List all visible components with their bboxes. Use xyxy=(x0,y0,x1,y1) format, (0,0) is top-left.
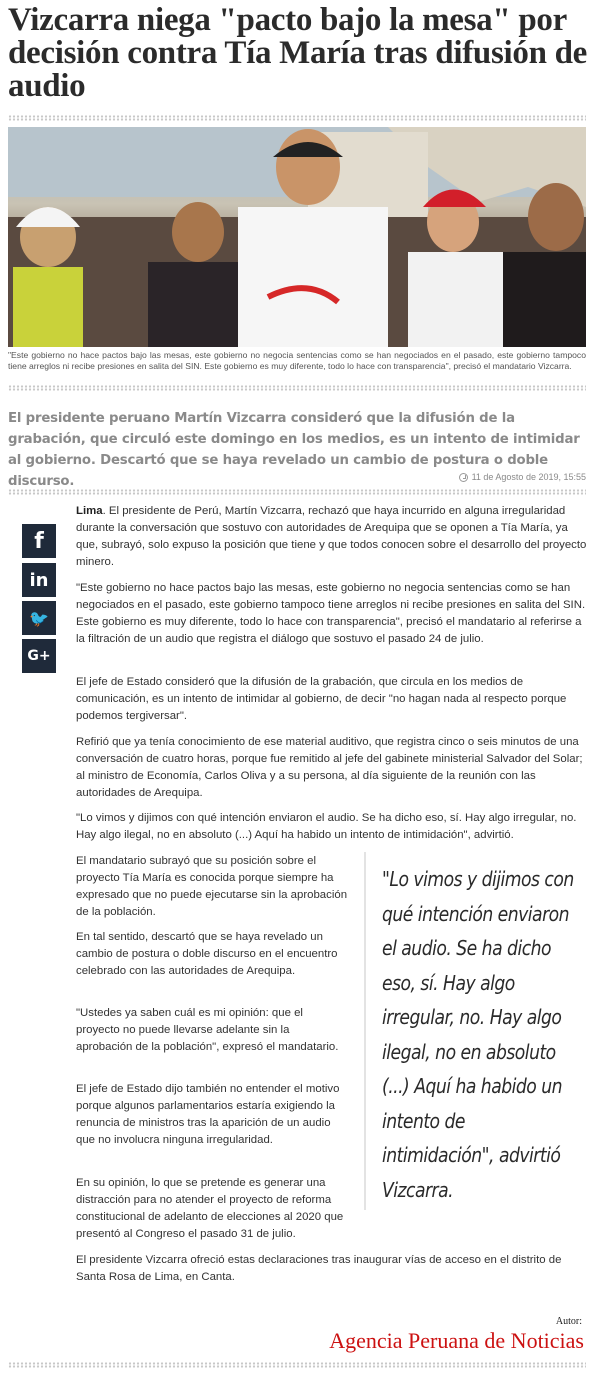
article-date xyxy=(459,472,586,482)
share-google-plus-button[interactable] xyxy=(22,639,56,673)
pullquote: "Lo vimos y dijimos con qué intención enviaron el audio. Se ha dicho eso, sí. Hay algo irregular, no. Hay algo ilegal, no en absoluto (...) Aquí ha habido un intento de intimidación", advirtió Vizcarra. xyxy=(382,867,574,1202)
date-text: 11 de Agosto de 2019, 15:55 xyxy=(471,472,586,482)
paragraph: El presidente Vizcarra ofreció estas declaraciones tras inaugurar vías de acceso en el distrito de Santa Rosa de Lima, en Canta. xyxy=(76,1254,562,1283)
article-lead: El presidente peruano Martín Vizcarra consideró que la difusión de la grabación, que circuló este domingo en los medios, es un intento de intimidar al gobierno. Descartó que se haya revelado un cambio de postura o doble discurso. xyxy=(8,411,580,489)
paragraph: El jefe de Estado dijo también no entender el motivo porque algunos parlamentarios estaría exigiendo la renuncia de ministros tras la aparición de un audio que no involucra ninguna irregularidad. xyxy=(76,1083,340,1146)
google-plus-icon: G+ xyxy=(27,648,51,664)
share-linkedin-button[interactable] xyxy=(22,563,56,597)
photo-caption: "Este gobierno no hace pactos bajo las mesas, este gobierno no negocia sentencias como se han negociados en el pasado, este gobierno tampoco tiene arreglos ni recibe presiones en salita del SIN. Este gobierno es muy diferente, todo lo hace con transparencia", precisó el mandatario Vizcarra. xyxy=(8,350,586,371)
facebook-icon: f xyxy=(34,528,44,554)
dateline: Lima xyxy=(76,505,103,517)
divider xyxy=(8,1362,586,1368)
clock-icon xyxy=(459,473,468,482)
author-name[interactable]: Agencia Peruana de Noticias xyxy=(329,1328,584,1353)
paragraph: "Este gobierno no hace pactos bajo las mesas, este gobierno no negocia sentencias como se han negociados en el pasado, este gobierno tampoco tiene arreglos ni recibe presiones en salita del SIN. Este gobierno es muy diferente, todo lo hace con transparencia", precisó el mandatario al referirse a la filtración de un audio que registra el diálogo que sostuvo el pasado 24 de julio. xyxy=(76,582,586,645)
paragraph: En su opinión, lo que se pretende es generar una distracción para no atender el proyecto de reforma constitucional de adelanto de elecciones al 2020 que presentó al Congreso el pasado 31 de julio. xyxy=(76,1177,344,1240)
twitter-icon: 🐦 xyxy=(29,608,49,628)
paragraph: En tal sentido, descartó que se haya revelado un cambio de postura o doble discurso en el encuentro celebrado con las autoridades de Arequipa. xyxy=(76,931,338,977)
divider xyxy=(8,385,586,391)
paragraph: "Ustedes ya saben cuál es mi opinión: que el proyecto no puede llevarse adelante sin la aprobación de la población", expresó el mandatario. xyxy=(76,1007,339,1053)
share-twitter-button[interactable] xyxy=(22,601,56,635)
divider xyxy=(8,489,586,495)
paragraph: Lima. El presidente de Perú, Martín Vizcarra, rechazó que haya incurrido en alguna irregularidad durante la conversación que sostuvo con autoridades de Arequipa que se oponen a Tía María, ya que, subrayó, solo expuso la posición que tiene y que todos conocen sobre el desarrollo del proyecto minero. xyxy=(76,505,587,568)
paragraph: El mandatario subrayó que su posición sobre el proyecto Tía María es conocida porque siempre ha expresado que no puede ejecutarse sin la aprobación de la población. xyxy=(76,855,348,918)
article-title: Vizcarra niega "pacto bajo la mesa" por decisión contra Tía María tras difusión de audio xyxy=(8,2,587,104)
article-photo xyxy=(8,127,586,347)
divider xyxy=(8,115,586,121)
paragraph: El jefe de Estado consideró que la difusión de la grabación, que circula en los medios de comunicación, es un intento de intimidar al gobierno, de decir "no hagan nada al respecto porque podemos tergiversar". xyxy=(76,676,567,722)
author-label: Autor: xyxy=(555,1316,582,1327)
paragraph: Refirió que ya tenía conocimiento de ese material auditivo, que registra cinco o seis minutos de una conversación de cuatro horas, porque fue remitido al jefe del gabinete ministerial Salvador del Solar; al ministro de Economía, Carlos Oliva y a su persona, al día siguiente de la reunión con las autoridades de Arequipa. xyxy=(76,736,583,799)
linkedin-icon: in xyxy=(29,569,49,591)
pullquote-rule xyxy=(364,852,366,1210)
share-facebook-button[interactable] xyxy=(22,524,56,558)
paragraph: "Lo vimos y dijimos con qué intención enviaron el audio. Se ha dicho eso, sí. Hay algo irregular, no. Hay algo ilegal, no en absoluto (...) Aquí ha habido un intento de intimidación", advirtió. xyxy=(76,812,577,841)
